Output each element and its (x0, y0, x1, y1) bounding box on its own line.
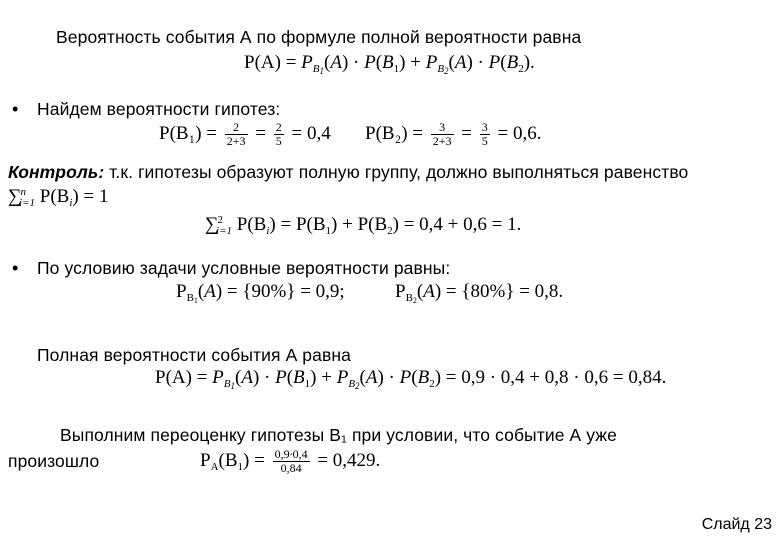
hypotheses-heading: Найдем вероятности гипотез: (37, 99, 281, 119)
posterior-formula: $P_A(B_1)$ = $\frac{0,9\cdot 0,4}{0,84}$ = 0,429. (200, 447, 381, 475)
pb1-formula: P(B₁) = $\frac{2}{2+3}$ = $\frac{2}{5}$ = 0,4 (159, 120, 331, 148)
conditional-heading: По условию задачи условные вероятности равны: (37, 258, 451, 278)
total-heading: Полная вероятности события А равна (37, 345, 351, 365)
pb1-fraction-2: $\frac{2}{5}$ (275, 120, 282, 148)
pb2-formula: P(B₂) = $\frac{3}{2+3}$ = $\frac{3}{5}$ = 0,6. (365, 120, 542, 148)
posterior-fraction: $\frac{0,9\cdot 0,4}{0,84}$ (274, 447, 308, 475)
pb2-fraction-1: $\frac{3}{2+3}$ (432, 120, 452, 148)
sum-general: ∑$^n_{i=1}$ $P(B_i) = 1$ (8, 186, 109, 209)
control-label: Контроль: (8, 162, 105, 182)
intro-text: Вероятность события А по формуле полной вероятности равна (56, 27, 582, 47)
sum-check: ∑$^2_{i=1}$ $P(B_i) = P(B_1) + P(B_2) = 0,4 + 0,6 = 1$. (205, 214, 522, 237)
bullet-hypotheses: • (12, 99, 19, 119)
total-formula: $P(A) = P_{B_1}(A) \cdot P(B_1) + P_{B_2}(A) \cdot P(B_2) = 0,9 \cdot 0,4 + 0,8 \cdot 0,6 = 0,84$. (155, 367, 667, 391)
control-text: т.к. гипотезы образуют полную группу, должно выполняться равенство (104, 162, 689, 182)
pb2-fraction-2: $\frac{3}{5}$ (481, 120, 488, 148)
pb1a-formula: $P_{B_1}(A) = \{90\%\} = 0,9$; (176, 281, 345, 305)
pb1-fraction-1: $\frac{2}{2+3}$ (226, 120, 246, 148)
bullet-conditional: • (12, 258, 19, 278)
control-line (8, 162, 688, 183)
reestimate-line1: Выполним переоценку гипотезы B₁ при условии, что событие А уже (60, 425, 617, 445)
total-probability-formula: $P(A) = P_{B_1}(A) \cdot P(B_1) + P_{B_2}(A) \cdot P(B_2)$. (244, 52, 535, 76)
slide-number: Слайд 23 (701, 516, 772, 533)
pb2a-formula: $P_{B_2}(A) = \{80\%\} = 0,8$. (395, 281, 564, 305)
reestimate-line2: произошло (8, 451, 100, 471)
